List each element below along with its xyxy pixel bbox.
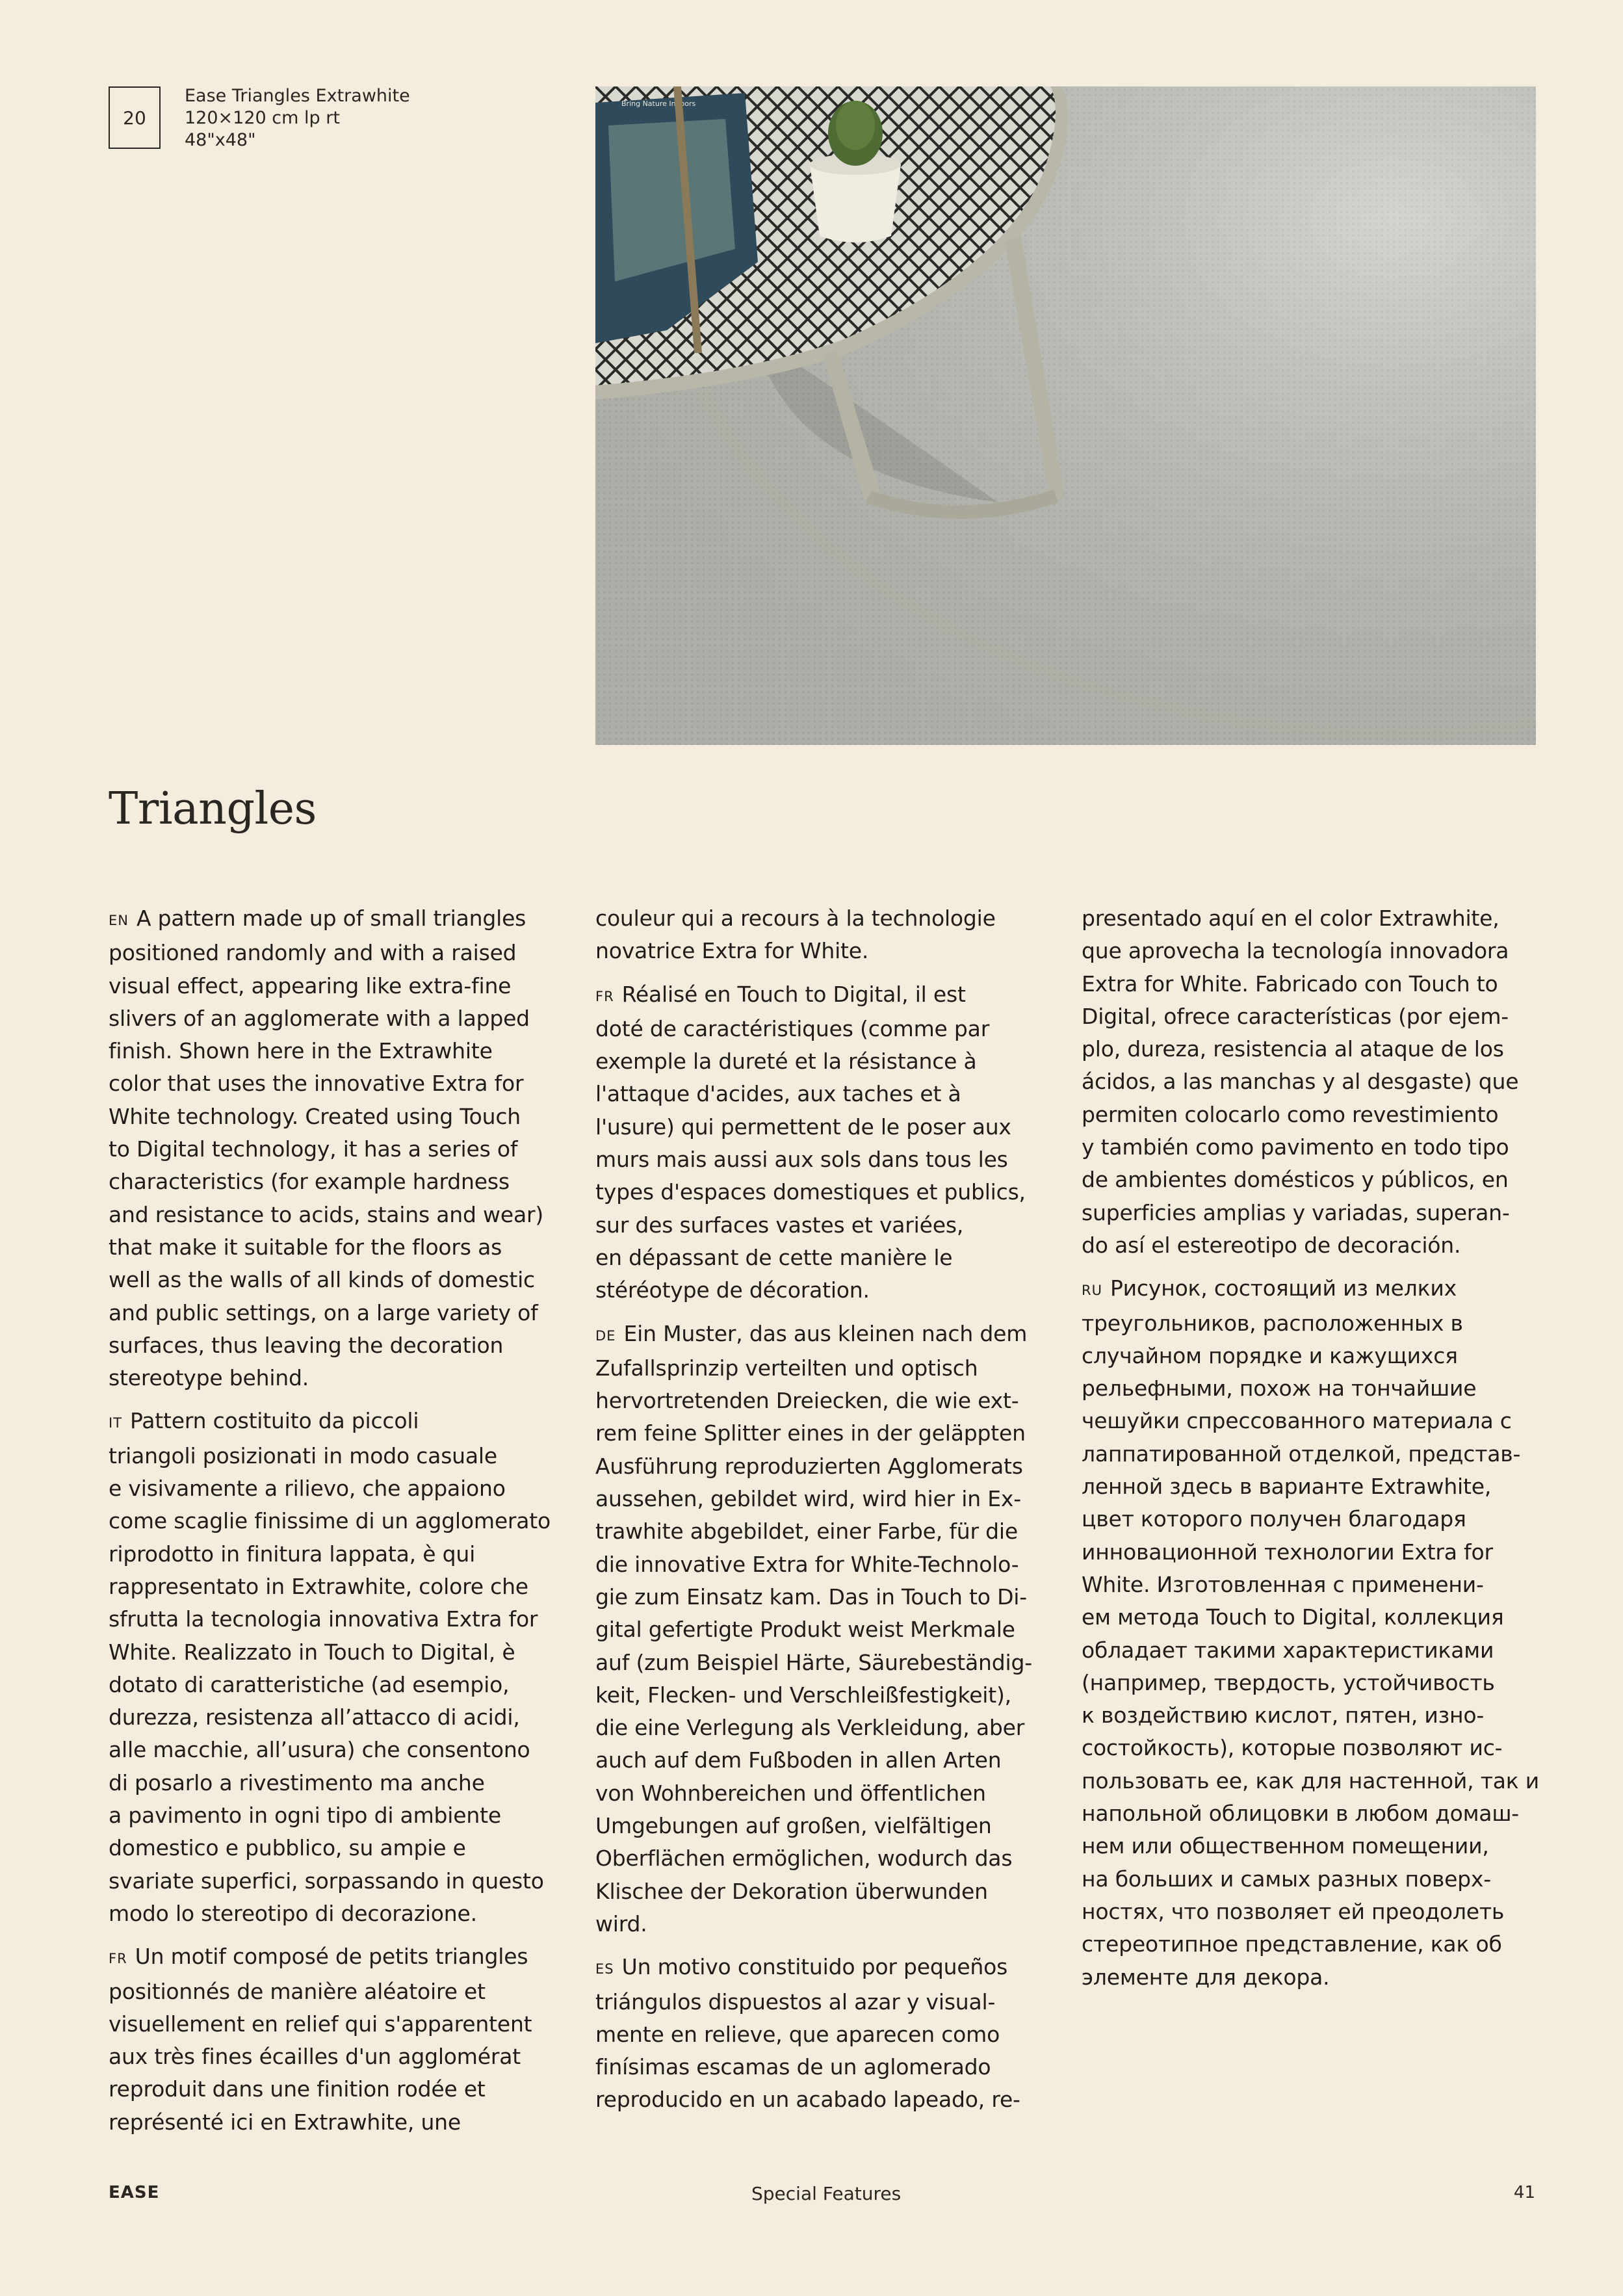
text-line: die eine Verlegung als Verkleidung, aber [595,1715,1025,1741]
language-tag: FR [109,1951,127,1967]
text-column-1 [109,902,561,2139]
figure-number-badge [109,86,161,149]
text-line: (например, твердость, устойчивость [1082,1669,1495,1695]
paragraph-en [109,902,561,1394]
text-line: positionnés de manière aléatoire et [109,1978,486,2004]
text-line: White. Realizzato in Touch to Digital, è [109,1639,515,1665]
figure-number: 20 [123,107,146,129]
text-line: well as the walls of all kinds of domestic [109,1267,535,1293]
text-line: Ein Muster, das aus kleinen nach dem [623,1320,1028,1346]
book-text: Bring Nature Indoors [621,99,696,108]
language-tag: DE [595,1327,616,1344]
text-line: trawhite abgebildet, einer Farbe, für die [595,1519,1018,1545]
paragraph-fr [595,978,1048,1307]
page-title: Triangles [109,783,317,835]
language-tag: FR [595,988,614,1004]
text-column-2 [595,902,1048,2117]
text-line: e visivamente a rilievo, che appaiono [109,1476,506,1502]
text-line: l'usure) qui permettent de le poser aux [595,1114,1011,1140]
text-line: к воздействию кислот, пятен, изно- [1082,1702,1485,1729]
page-number: 41 [1513,2183,1535,2202]
text-line: triangoli posizionati in modo casuale [109,1442,497,1468]
caption-size-imperial: 48"x48" [185,130,256,150]
text-line: состойкость), которые позволяют ис- [1082,1735,1503,1761]
paragraph-de [595,1318,1048,1941]
text-line: reproducido en un acabado lapeado, re- [595,2087,1020,2113]
text-line: Un motivo constituido por pequeños [621,1954,1008,1980]
text-line: нем или общественном помещении, [1082,1833,1489,1859]
text-line: auf (zum Beispiel Härte, Säurebeständig- [595,1649,1032,1675]
text-line: permiten colocarlo como revestimiento [1082,1101,1499,1127]
text-line: keit, Flecken- und Verschleißfestigkeit), [595,1682,1011,1708]
text-line: rappresentato in Extrawhite, colore che [109,1573,528,1599]
text-line: чешуйки спрессованного материала с [1082,1408,1512,1434]
language-tag: IT [109,1415,123,1431]
text-line: de ambientes domésticos y públicos, en [1082,1167,1509,1193]
footer-collection-name: EASE [109,2183,160,2202]
text-line: gie zum Einsatz kam. Das in Touch to Di- [595,1584,1027,1610]
text-line: ленной здесь в варианте Extrawhite, [1082,1474,1492,1500]
text-line: hervortretenden Dreiecken, die wie ext- [595,1388,1019,1414]
text-line: mente en relieve, que aparecen como [595,2021,1000,2047]
text-line: come scaglie finissime di un agglomerato [109,1508,551,1534]
text-line: triángulos dispuestos al azar y visual- [595,1989,996,2015]
text-line: Zufallsprinzip verteilten und optisch [595,1355,978,1381]
text-line: sur des surfaces vastes et variées, [595,1212,964,1238]
text-line: doté de caractéristiques (comme par [595,1015,990,1041]
text-line: напольной облицовки в любом домаш- [1082,1801,1520,1827]
text-line: rem feine Splitter eines in der geläppten [595,1420,1026,1446]
text-line: обладает такими характеристиками [1082,1637,1494,1663]
text-line: to Digital technology, it has a series of [109,1136,518,1162]
photo-illustration [595,86,1536,745]
text-line: stereotype behind. [109,1365,309,1391]
text-line: superficies amplias y variadas, superan- [1082,1199,1510,1225]
text-line: Un motif composé de petits triangles [135,1944,528,1970]
caption-size-metric: 120×120 cm lp rt [185,108,340,128]
text-line: color that uses the innovative Extra for [109,1071,524,1097]
text-line: presentado aquí en el color Extrawhite, [1082,906,1500,931]
text-line: Ausführung reproduzierten Agglomerats [595,1453,1023,1479]
paragraph-it [109,1405,561,1930]
text-line: Extra for White. Fabricado con Touch to [1082,971,1498,997]
text-line: surfaces, thus leaving the decoration [109,1332,504,1358]
text-line: von Wohnbereichen und öffentlichen [595,1780,986,1806]
text-line: ем метода Touch to Digital, коллекция [1082,1604,1504,1630]
figure-caption [185,85,410,151]
text-line: durezza, resistenza all’attacco di acidi, [109,1704,520,1730]
text-line: types d'espaces domestiques et publics, [595,1179,1026,1205]
text-line: aux très fines écailles d'un agglomérat [109,2044,521,2070]
paragraph-es [595,1951,1048,2116]
text-line: murs mais aussi aux sols dans tous les [595,1147,1008,1173]
text-line: White technology. Created using Touch [109,1103,521,1129]
text-line: that make it suitable for the floors as [109,1234,502,1260]
text-line: en dépassant de cette manière le [595,1244,953,1270]
text-column-3 [1082,902,1540,1994]
text-line: novatrice Extra for White. [595,938,869,964]
text-line: characteristics (for example hardness [109,1169,510,1195]
caption-product-name: Ease Triangles Extrawhite [185,86,410,106]
text-line: die innovative Extra for White-Technolo- [595,1551,1019,1577]
text-line: элементе для декора. [1082,1964,1330,1990]
paragraph-continued [1082,902,1534,1262]
text-line: y también como pavimento en todo tipo [1082,1134,1509,1160]
text-line: and public settings, on a large variety of [109,1299,538,1325]
text-line: positioned randomly and with a raised [109,940,517,966]
text-line: que aprovecha la tecnología innovadora [1082,938,1509,964]
text-line: finish. Shown here in the Extrawhite [109,1038,493,1064]
text-line: Réalisé en Touch to Digital, il est [621,981,966,1007]
text-line: and resistance to acids, stains and wear) [109,1201,544,1227]
text-line: riprodotto in finitura lappata, è qui [109,1541,476,1567]
text-line: domestico e pubblico, su ampie e [109,1835,466,1861]
text-line: треугольников, расположенных в [1082,1310,1463,1336]
text-line: l'attaque d'acides, aux taches et à [595,1081,961,1107]
text-line: di posarlo a rivestimento ma anche [109,1769,485,1795]
text-line: stéréotype de décoration. [595,1277,870,1303]
text-line: modo lo stereotipo di decorazione. [109,1900,477,1926]
text-line: finísimas escamas de un aglomerado [595,2054,991,2080]
text-line: alle macchie, all’usura) che consentono [109,1737,530,1763]
text-line: a pavimento in ogni tipo di ambiente [109,1803,501,1829]
text-line: лаппатированной отделкой, представ- [1082,1441,1521,1467]
text-line: Oberflächen ermöglichen, wodurch das [595,1846,1013,1872]
text-line: visuellement en relief qui s'apparentent [109,2011,532,2037]
text-line: ностях, что позволяет ей преодолеть [1082,1898,1505,1924]
text-line: White. Изготовленная с применени- [1082,1571,1484,1597]
language-tag: RU [1082,1283,1102,1299]
text-line: do así el estereotipo de decoración. [1082,1232,1461,1258]
text-line: dotato di caratteristiche (ad esempio, [109,1671,510,1697]
paragraph-fr [109,1940,561,2139]
text-line: Рисунок, состоящий из мелких [1110,1275,1457,1301]
text-line: пользовать ее, как для настенной, так и [1082,1768,1540,1794]
text-line: reproduit dans une finition rodée et [109,2076,486,2102]
text-line: plo, dureza, resistencia al ataque de los [1082,1036,1504,1062]
text-line: инновационной технологии Extra for [1082,1539,1493,1565]
text-line: gital gefertigte Produkt weist Merkmale [595,1617,1015,1643]
text-line: Klischee der Dekoration überwunden [595,1878,988,1904]
text-line: visual effect, appearing like extra-fine [109,972,512,998]
text-line: Pattern costituito da piccoli [130,1408,419,1434]
text-line: aussehen, gebildet wird, wird hier in Ex- [595,1486,1021,1512]
text-line: рельефными, похож на тончайшие [1082,1376,1477,1402]
text-line: Digital, ofrece características (por ejem- [1082,1003,1509,1029]
text-line: случайном порядке и кажущихся [1082,1342,1458,1368]
text-line: auch auf dem Fußboden in allen Arten [595,1747,1002,1773]
language-tag: ES [595,1961,614,1977]
text-line: svariate superfici, sorpassando in questo [109,1868,544,1894]
paragraph-continued [595,902,1048,968]
text-line: ácidos, a las manchas y al desgaste) que [1082,1069,1519,1095]
text-line: exemple la dureté et la résistance à [595,1049,977,1075]
text-line: цвет которого получен благодаря [1082,1506,1466,1532]
text-line: на больших и самых разных поверх- [1082,1866,1491,1892]
paragraph-ru [1082,1272,1540,1994]
text-line: slivers of an agglomerate with a lapped [109,1005,530,1031]
text-line: sfrutta la tecnologia innovativa Extra for [109,1606,538,1632]
footer-section-title: Special Features [751,2183,902,2204]
language-tag: EN [109,913,129,928]
text-line: A pattern made up of small triangles [136,906,526,931]
text-line: стереотипное представление, как об [1082,1931,1502,1957]
text-line: représenté ici en Extrawhite, une [109,2109,461,2135]
text-line: Umgebungen auf großen, vielfältigen [595,1813,992,1839]
text-line: wird. [595,1911,647,1937]
product-photo [595,86,1536,745]
text-line: couleur qui a recours à la technologie [595,906,996,931]
